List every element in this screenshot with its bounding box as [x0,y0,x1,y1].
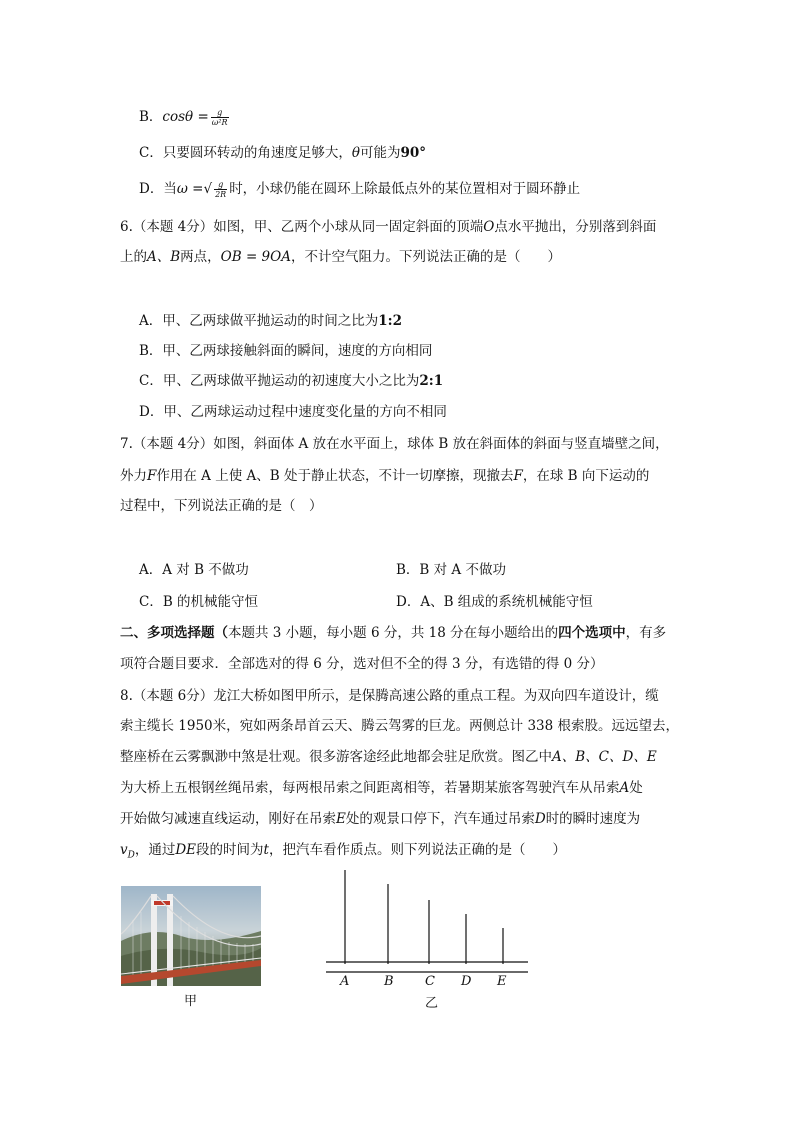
q6-option-b: B．甲、乙两球接触斜面的瞬间，速度的方向相同 [139,343,433,359]
q6-option-d: D．甲、乙两球运动过程中速度变化量的方向不相同 [139,404,447,420]
bridge-photo [121,886,261,986]
q8-line3: 整座桥在云雾飘渺中煞是壮观。很多游客途经此地都会驻足欣赏。图乙中A、B、C、D、E [120,749,657,765]
q5-option-d: D．当ω =√ $\frac{g}{2R}$ 时，小球仍能在圆环上除最低点外的某位置相对于圆环静止 [139,180,581,199]
caption-yi: 乙 [425,996,439,1011]
label-b: B [384,974,394,989]
q6-option-a: A．甲、乙两球做平抛运动的时间之比为1:2 [139,313,403,329]
q5-option-b: B．cosθ = $\frac{g}{\text{ω²R}}$ [139,108,228,127]
label-c: C [425,974,435,989]
label-d: D [461,974,472,989]
q6-stem-line1: 6.（本题 4分）如图，甲、乙两个小球从同一固定斜面的顶端O点水平抛出，分别落到斜面 [120,219,657,235]
q8-line5: 开始做匀减速直线运动，刚好在吊索E处的观景口停下，汽车通过吊索D时的瞬时速度为 [120,811,641,827]
label-a: A [340,974,350,989]
q7-option-c: C．B 的机械能守恒 [139,594,259,610]
q7-option-b: B．B 对 A 不做功 [396,562,506,578]
q6-option-c: C．甲、乙两球做平抛运动的初速度大小之比为2:1 [139,373,444,389]
q7-stem-line2: 外力F作用在 A 上使 A、B 处于静止状态，不计一切摩擦，现撤去F，在球 B 向下运动的 [120,468,650,484]
q7-option-a: A．A 对 B 不做功 [139,562,249,578]
section2-header-line2: 项符合题目要求．全部选对的得 6 分，选对但不全的得 3 分，有选错的得 0 分） [120,656,604,672]
sqrt-sign: √ $\frac{g}{2R}$ [203,180,227,199]
label-e: E [497,974,507,989]
caption-jia: 甲 [184,994,198,1009]
q7-stem-line1: 7.（本题 4分）如图，斜面体 A 放在水平面上，球体 B 放在斜面体的斜面与竖直墙壁之间， [120,436,669,452]
q7-stem-line3: 过程中，下列说法正确的是（ ） [120,498,323,514]
q8-line2: 索主缆长 1950米，宛如两条昂首云天、腾云驾雾的巨龙。两侧总计 338 根索股。远远望去， [120,718,679,734]
q6-stem-line2: 上的A、B两点，OB = 9OA，不计空气阻力。下列说法正确的是（ ） [120,249,561,265]
q8-line6: $v_D$，通过DE段的时间为t，把汽车看作质点。则下列说法正确的是（ ） [120,842,566,861]
q8-line4: 为大桥上五根钢丝绳吊索，每两根吊索之间距离相等，若暑期某旅客驾驶汽车从吊索A处 [120,780,643,796]
q7-option-d: D．A、B 组成的系统机械能守恒 [396,594,593,610]
q8-line1: 8.（本题 6分）龙江大桥如图甲所示，是保腾高速公路的重点工程。为双向四车道设计，缆 [120,688,659,704]
q5-option-c: C．只要圆环转动的角速度足够大，θ可能为90° [139,145,427,161]
section2-header-line1: 二、多项选择题（本题共 3 小题，每小题 6 分，共 18 分在每小题给出的四个选项中，有多 [120,625,667,641]
